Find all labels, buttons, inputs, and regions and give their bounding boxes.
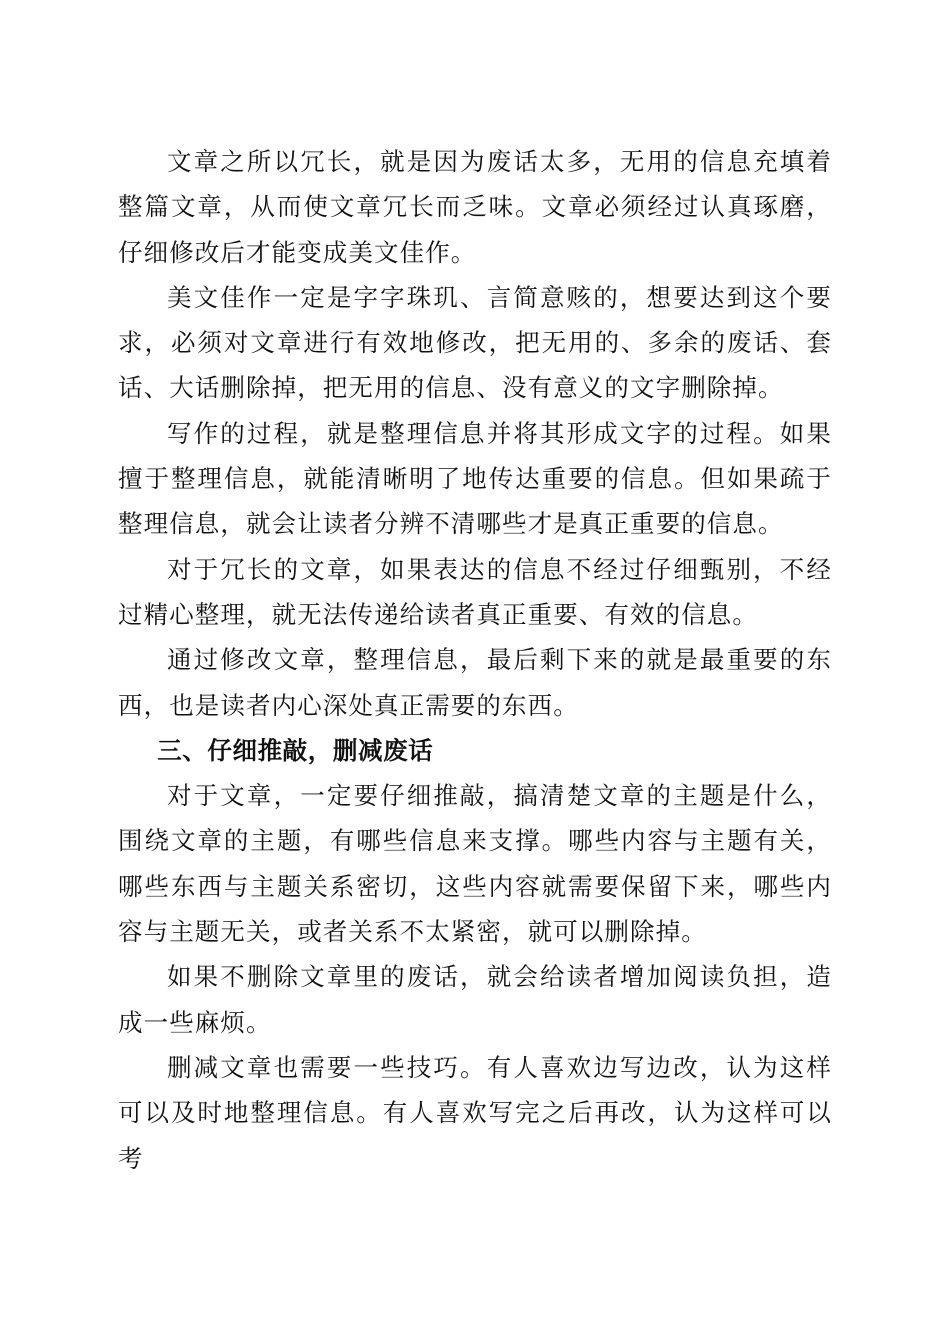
paragraph: 通过修改文章，整理信息，最后剩下来的就是最重要的东西，也是读者内心深处真正需要的东西。 [118, 645, 832, 720]
paragraph: 文章之所以冗长，就是因为废话太多，无用的信息充填着整篇文章，从而使文章冗长而乏味。文章必须经过认真琢磨，仔细修改后才能变成美文佳作。 [118, 147, 832, 267]
paragraph: 对于文章，一定要仔细推敲，搞清楚文章的主题是什么，围绕文章的主题，有哪些信息来支撑。哪些内容与主题有关，哪些东西与主题关系密切，这些内容就需要保留下来，哪些内容与主题无关，或者关系不太紧密，就可以删除掉。 [118, 781, 832, 947]
paragraph: 删减文章也需要一些技巧。有人喜欢边写边改，认为这样可以及时地整理信息。有人喜欢写完之后再改，认为这样可以考 [118, 1052, 832, 1173]
paragraph: 美文佳作一定是字字珠玑、言简意赅的，想要达到这个要求，必须对文章进行有效地修改，把无用的、多余的废话、套话、大话删除掉，把无用的信息、没有意义的文字删除掉。 [118, 282, 832, 403]
paragraph: 对于冗长的文章，如果表达的信息不经过仔细甄别，不经过精心整理，就无法传递给读者真正重要、有效的信息。 [118, 554, 832, 629]
document-body [118, 139, 832, 1181]
section-heading: 三、仔细推敲，删减废话 [157, 735, 434, 765]
paragraph: 如果不删除文章里的废话，就会给读者增加阅读负担，造成一些麻烦。 [118, 962, 832, 1037]
paragraph: 写作的过程，就是整理信息并将其形成文字的过程。如果擅于整理信息，就能清晰明了地传达重要的信息。但如果疏于整理信息，就会让读者分辨不清哪些才是真正重要的信息。 [118, 418, 832, 539]
